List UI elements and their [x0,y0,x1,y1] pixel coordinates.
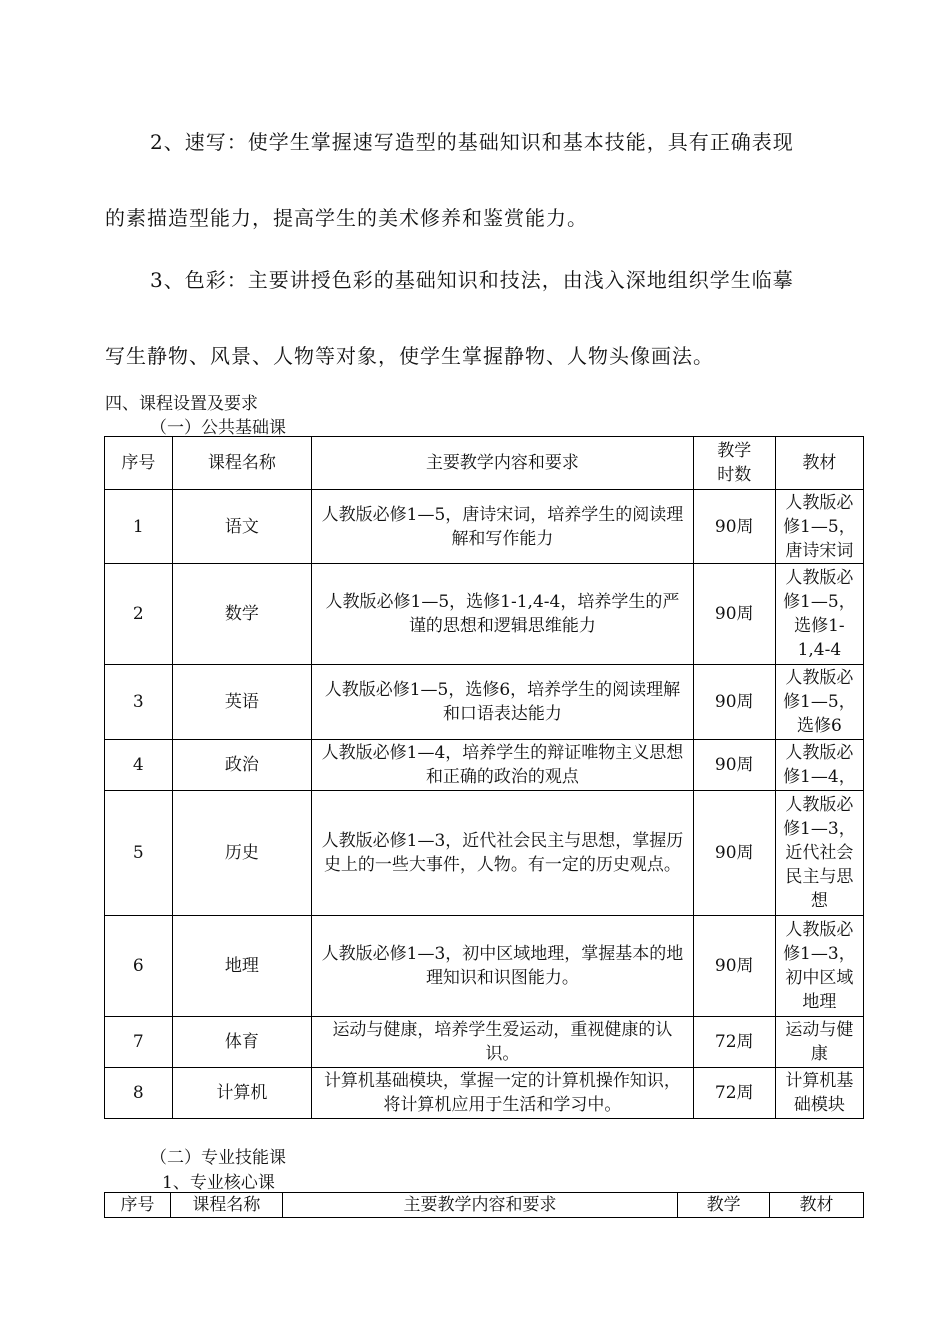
paragraph-2a: 3、色彩：主要讲授色彩的基础知识和技法，由浅入深地组织学生临摹 [150,268,794,292]
cell-content: 人教版必修1—5，唐诗宋词，培养学生的阅读理解和写作能力 [312,490,694,564]
public-course-table [104,436,864,1119]
cell-name: 计算机 [172,1068,311,1119]
cell-content: 人教版必修1—5，选修1-1,4-4，培养学生的严谨的思想和逻辑思维能力 [312,564,694,665]
cell-name: 历史 [172,791,311,916]
cell-book: 人教版必修1—3，近代社会民主与思想 [775,791,863,916]
header-content: 主要教学内容和要求 [282,1193,677,1218]
cell-name: 英语 [172,665,311,740]
paragraph-2b: 写生静物、风景、人物等对象，使学生掌握静物、人物头像画法。 [105,344,714,368]
cell-name: 政治 [172,740,311,791]
cell-content: 计算机基础模块，掌握一定的计算机操作知识，将计算机应用于生活和学习中。 [312,1068,694,1119]
header-content: 主要教学内容和要求 [312,437,694,490]
paragraph-1a: 2、速写：使学生掌握速写造型的基础知识和基本技能，具有正确表现 [150,130,794,154]
subsection-title-public: （一）公共基础课 [150,418,286,438]
cell-hours: 90周 [693,791,775,916]
table-row [105,490,864,564]
table-row [105,740,864,791]
header-book: 教材 [770,1193,864,1218]
cell-name: 体育 [172,1017,311,1068]
cell-book: 人教版必修1—4， [775,740,863,791]
cell-hours: 72周 [693,1068,775,1119]
cell-name: 地理 [172,916,311,1017]
table-row [105,564,864,665]
cell-book: 人教版必修1—3，初中区域地理 [775,916,863,1017]
cell-hours: 90周 [693,740,775,791]
cell-no: 2 [105,564,173,665]
header-name: 课程名称 [172,437,311,490]
cell-content: 人教版必修1—5，选修6，培养学生的阅读理解和口语表达能力 [312,665,694,740]
table-row [105,1068,864,1119]
cell-content: 人教版必修1—3，近代社会民主与思想，掌握历史上的一些大事件，人物。有一定的历史观点。 [312,791,694,916]
header-book: 教材 [775,437,863,490]
cell-no: 5 [105,791,173,916]
subsection-title-skill: （二）专业技能课 [150,1148,286,1168]
cell-hours: 90周 [693,916,775,1017]
header-name: 课程名称 [170,1193,282,1218]
cell-hours: 90周 [693,490,775,564]
header-no: 序号 [105,1193,171,1218]
cell-content: 运动与健康，培养学生爱运动，重视健康的认识。 [312,1017,694,1068]
table-row [105,916,864,1017]
section-title: 四、课程设置及要求 [105,394,258,414]
table-header-row [105,437,864,490]
cell-content: 人教版必修1—4，培养学生的辩证唯物主义思想和正确的政治的观点 [312,740,694,791]
core-course-table [104,1192,864,1218]
cell-content: 人教版必修1—3，初中区域地理，掌握基本的地理知识和识图能力。 [312,916,694,1017]
header-hours: 教学 时数 [693,437,775,490]
cell-book: 运动与健康 [775,1017,863,1068]
cell-name: 数学 [172,564,311,665]
cell-hours: 90周 [693,665,775,740]
header-no: 序号 [105,437,173,490]
cell-no: 4 [105,740,173,791]
cell-hours: 90周 [693,564,775,665]
cell-no: 3 [105,665,173,740]
table-row [105,665,864,740]
cell-no: 6 [105,916,173,1017]
cell-book: 计算机基础模块 [775,1068,863,1119]
table-header-row [105,1193,864,1218]
table-row [105,791,864,916]
cell-hours: 72周 [693,1017,775,1068]
table-row [105,1017,864,1068]
cell-no: 8 [105,1068,173,1119]
cell-book: 人教版必修1—5，选修6 [775,665,863,740]
header-hours: 教学 [678,1193,770,1218]
subsection-title-core: 1、专业核心课 [162,1173,275,1193]
cell-book: 人教版必修1—5，唐诗宋词 [775,490,863,564]
cell-book: 人教版必修1—5，选修1-1,4-4 [775,564,863,665]
paragraph-1b: 的素描造型能力，提高学生的美术修养和鉴赏能力。 [105,206,588,230]
cell-no: 7 [105,1017,173,1068]
cell-name: 语文 [172,490,311,564]
cell-no: 1 [105,490,173,564]
